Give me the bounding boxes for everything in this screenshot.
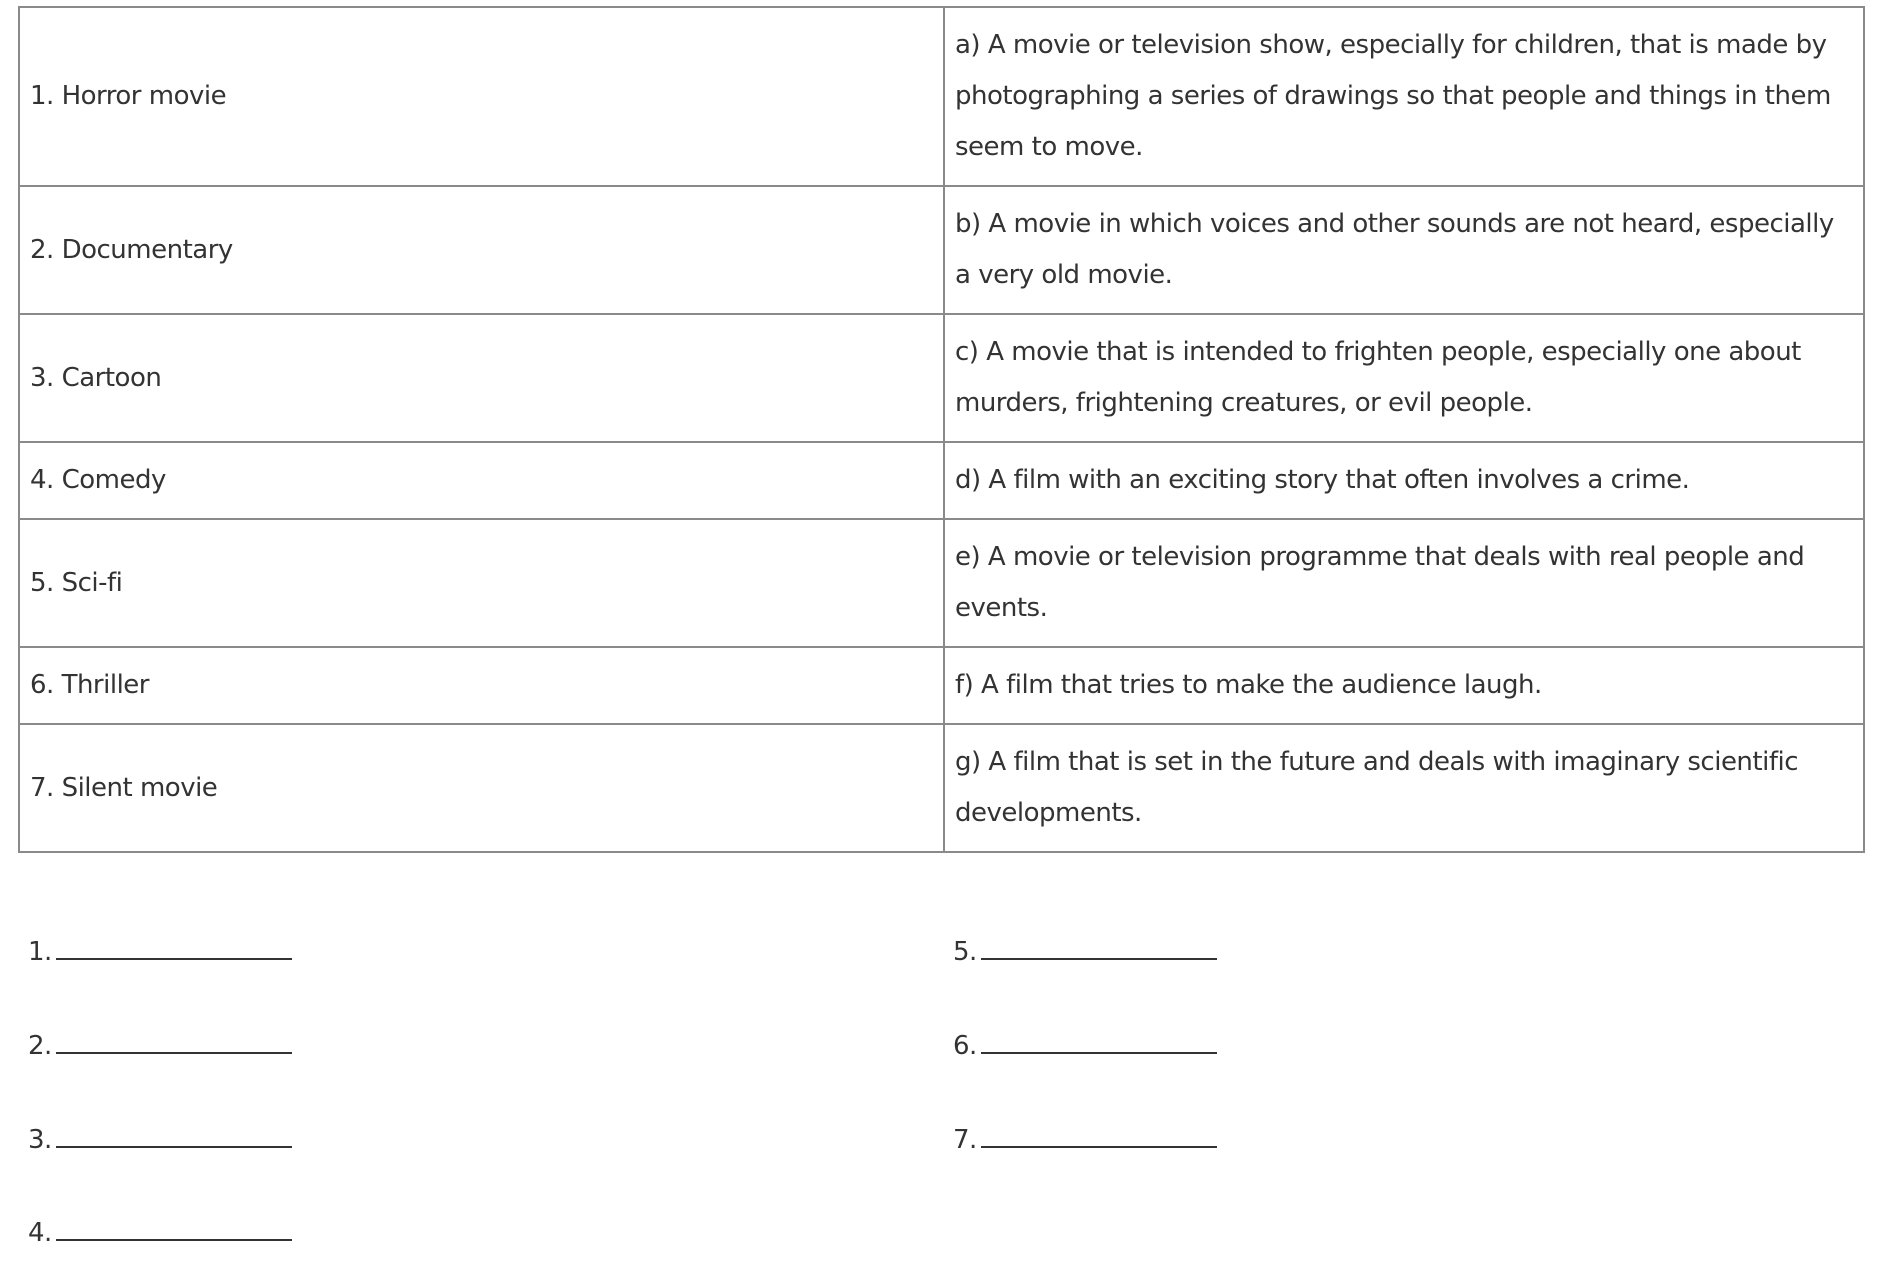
- table-row: [19, 186, 1864, 314]
- definition-cell: a) A movie or television show, especially for children, that is made by photographing a series of drawings so that people and things in them seem to move.: [944, 7, 1864, 186]
- answer-number: 3.: [28, 1125, 52, 1155]
- answer-blank[interactable]: [981, 1026, 1217, 1054]
- answer-blank[interactable]: [981, 932, 1217, 960]
- term-cell: 1. Horror movie: [19, 7, 944, 186]
- answer-blank[interactable]: [56, 1120, 292, 1148]
- answer-7[interactable]: [953, 1120, 1217, 1155]
- answer-2[interactable]: [28, 1026, 292, 1061]
- answer-1[interactable]: [28, 932, 292, 967]
- answer-number: 5.: [953, 937, 977, 967]
- definition-cell: d) A film with an exciting story that often involves a crime.: [944, 442, 1864, 519]
- term-cell: 7. Silent movie: [19, 724, 944, 852]
- table-row: [19, 724, 1864, 852]
- answer-blank[interactable]: [56, 1213, 292, 1241]
- answer-4[interactable]: [28, 1213, 292, 1248]
- answer-5[interactable]: [953, 932, 1217, 967]
- answer-number: 6.: [953, 1031, 977, 1061]
- definition-cell: c) A movie that is intended to frighten people, especially one about murders, frightening creatures, or evil people.: [944, 314, 1864, 442]
- matching-table: [18, 6, 1865, 853]
- answer-blank[interactable]: [981, 1120, 1217, 1148]
- table-row: [19, 519, 1864, 647]
- table-row: [19, 7, 1864, 186]
- table-row: [19, 442, 1864, 519]
- definition-cell: e) A movie or television programme that deals with real people and events.: [944, 519, 1864, 647]
- definition-cell: g) A film that is set in the future and deals with imaginary scientific developments.: [944, 724, 1864, 852]
- term-cell: 3. Cartoon: [19, 314, 944, 442]
- term-cell: 5. Sci-fi: [19, 519, 944, 647]
- definition-cell: f) A film that tries to make the audience laugh.: [944, 647, 1864, 724]
- answer-blank[interactable]: [56, 1026, 292, 1054]
- answer-3[interactable]: [28, 1120, 292, 1155]
- answer-6[interactable]: [953, 1026, 1217, 1061]
- table-row: [19, 647, 1864, 724]
- term-cell: 6. Thriller: [19, 647, 944, 724]
- answer-number: 4.: [28, 1218, 52, 1248]
- table-row: [19, 314, 1864, 442]
- definition-cell: b) A movie in which voices and other sounds are not heard, especially a very old movie.: [944, 186, 1864, 314]
- answer-number: 7.: [953, 1125, 977, 1155]
- answer-blank[interactable]: [56, 932, 292, 960]
- answer-number: 1.: [28, 937, 52, 967]
- term-cell: 4. Comedy: [19, 442, 944, 519]
- answer-number: 2.: [28, 1031, 52, 1061]
- term-cell: 2. Documentary: [19, 186, 944, 314]
